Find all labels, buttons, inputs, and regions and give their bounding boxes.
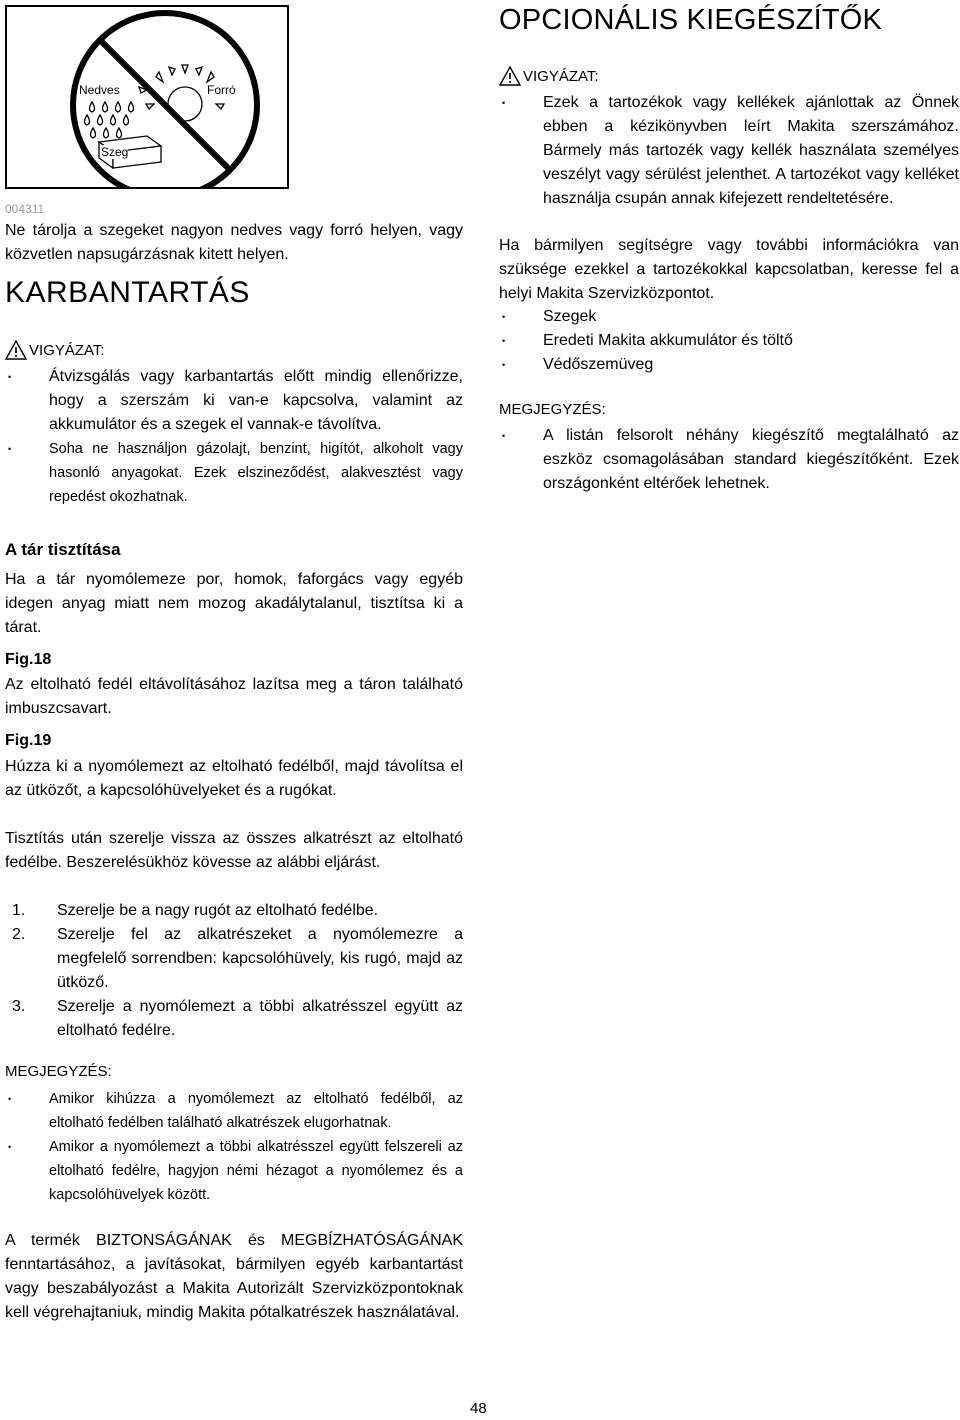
note-title: MEGJEGYZÉS: xyxy=(5,1063,112,1080)
list-item: • Átvizsgálás vagy karbantartás előtt mindig ellenőrizze, hogy a szerszám ki van-e kapcsolva, valamint az akkumulátor és a szegek el vannak-e távolítva. xyxy=(5,365,463,437)
warning-label: VIGYÁZAT: xyxy=(29,341,105,359)
help-text: Ha bármilyen segítségre vagy további információkra van szüksége ezekkel a tartozékokkal kapcsolatban, keresse fel a helyi Makita Szervizközpontot. xyxy=(499,237,959,302)
warning-triangle-icon xyxy=(5,340,27,360)
list-item: • Amikor kihúzza a nyomólemezt az eltolható fedélből, az eltolható fedélben található alkatrészek elugorhatnak. xyxy=(5,1087,463,1135)
maintenance-warning-list xyxy=(5,365,463,509)
step-text: Szerelje be a nagy rugót az eltolható fedélbe. xyxy=(57,902,379,919)
list-item: • Amikor a nyomólemezt a többi alkatrésszel együtt felszereli az eltolható fedélre, hagyjon némi hézagot a nyomólemez és a kapcsolóhüvelyek között. xyxy=(5,1135,463,1207)
cleaning-title: A tár tisztítása xyxy=(5,540,121,559)
step-item xyxy=(5,899,463,923)
warning-triangle-icon xyxy=(499,66,521,86)
warning-label: VIGYÁZAT: xyxy=(523,67,599,85)
accessory-item: • Védőszemüveg xyxy=(499,353,959,377)
fig18-label: Fig.18 xyxy=(5,651,52,668)
label-wet: Nedves xyxy=(79,83,120,97)
fig19-text: Húzza ki a nyomólemezt az eltolható fedélből, majd távolítsa el az ütközőt, a kapcsolóhüvelyeket és a rugókat. xyxy=(5,758,463,799)
maintenance-warning-heading xyxy=(5,340,105,360)
storage-instruction: Ne tárolja a szegeket nagyon nedves vagy forró helyen, vagy közvetlen napsugárzásnak kitett helyen. xyxy=(5,222,463,263)
step-text: Szerelje fel az alkatrészeket a nyomólemezre a megfelelő sorrendben: kapcsolóhüvely, kis rugó, majd az ütköző. xyxy=(57,926,463,991)
page-number: 48 xyxy=(470,1400,487,1417)
accessory-list xyxy=(499,305,959,377)
accessories-title: OPCIONÁLIS KIEGÉSZÍTŐK xyxy=(499,4,883,36)
step-number: 3. xyxy=(12,998,26,1015)
step-number: 2. xyxy=(12,926,26,943)
label-hot: Forró xyxy=(207,83,236,97)
list-item: • Soha ne használjon gázolajt, benzint, higítót, alkoholt vagy hasonló anyagokat. Ezek elszineződést, alakvesztést vagy repedést okozhatnak. xyxy=(5,437,463,509)
list-item: • Ezek a tartozékok vagy kellékek ajánlottak az Önnek ebben a kézikönyvben leírt Makita szerszámához. Bármely más tartozék vagy kellék használata személyes veszélyt vagy sérülést jelenthet. A tartozékot vagy kelléket használja csupán annak kifejezett rendeltetésére. xyxy=(499,91,959,211)
reassembly-steps xyxy=(5,899,463,1043)
fig19-label: Fig.19 xyxy=(5,732,52,749)
label-nails: Szeg xyxy=(101,145,129,159)
step-item xyxy=(5,995,463,1043)
figure-code: 004311 xyxy=(5,202,45,216)
note-list xyxy=(5,1087,463,1207)
cleaning-text: Ha a tár nyomólemeze por, homok, faforgács vagy egyéb idegen anyag miatt nem mozog akadálytalanul, tisztítsa ki a tárat. xyxy=(5,571,463,636)
accessories-warning-heading xyxy=(499,66,599,86)
reassembly-text: Tisztítás után szerelje vissza az összes alkatrészt az eltolható fedélbe. Beszerelésükhöz kövesse az alábbi eljárást. xyxy=(5,830,463,871)
note-title: MEGJEGYZÉS: xyxy=(499,401,606,418)
no-storage-pictogram-icon xyxy=(7,7,287,187)
step-item xyxy=(5,923,463,995)
fig18-text: Az eltolható fedél eltávolításához lazítsa meg a táron található imbuszcsavart. xyxy=(5,676,463,717)
accessory-item: • Eredeti Makita akkumulátor és töltő xyxy=(499,329,959,353)
step-number: 1. xyxy=(12,902,26,919)
list-item: • A listán felsorolt néhány kiegészítő megtalálható az eszköz csomagolásában standard kiegészítőként. Ezek országonként eltérőek lehetnek. xyxy=(499,424,959,496)
safety-text: A termék BIZTONSÁGÁNAK és MEGBÍZHATÓSÁGÁNAK fenntartásához, a javításokat, bármilyen egyéb karbantartást vagy beszabályozást a Makita Autorizált Szervizközpontoknak kell végrehajtaniuk, mindig Makita pótalkatrészek használatával. xyxy=(5,1232,463,1321)
maintenance-title: KARBANTARTÁS xyxy=(5,276,250,309)
accessory-item: • Szegek xyxy=(499,305,959,329)
storage-warning-figure xyxy=(5,5,289,189)
note-list xyxy=(499,424,959,496)
step-text: Szerelje a nyomólemezt a többi alkatrésszel együtt az eltolható fedélre. xyxy=(57,998,463,1039)
accessories-warning-list xyxy=(499,91,959,211)
